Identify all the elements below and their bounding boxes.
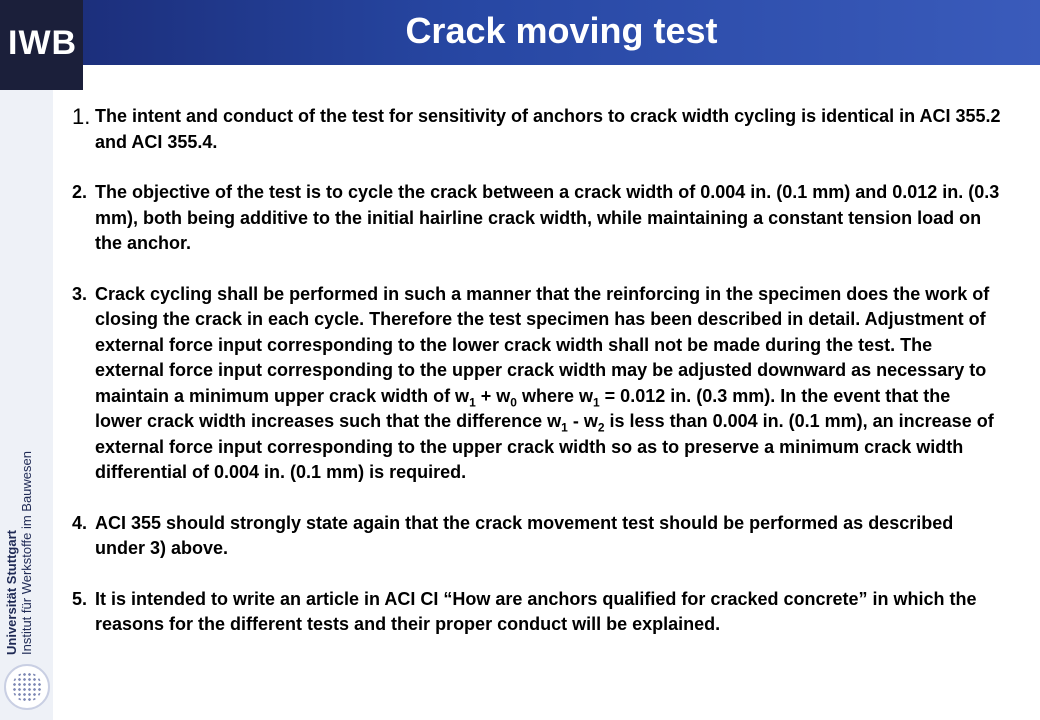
item-text — [95, 282, 1002, 486]
item-text: It is intended to write an article in ACI CI “How are anchors qualified for cracked concrete” in which the reasons for the different tests and their proper conduct will be explained. — [95, 588, 977, 634]
item-number: 3. — [72, 283, 88, 304]
item-number: 5. — [72, 588, 88, 609]
university-seal-icon — [4, 664, 50, 710]
item-number: 4. — [72, 512, 88, 533]
text-segment: + w — [475, 385, 511, 406]
slide-title: Crack moving test — [405, 10, 718, 51]
text-segment: where w — [516, 385, 593, 406]
item-text: The objective of the test is to cycle the crack between a crack width of 0.004 in. (0.1 mm) and 0.012 in. (0.3 mm), both being additive to the initial hairline crack width, while maintaining a constant tension load on the anchor. — [95, 182, 1000, 253]
item-text: The intent and conduct of the test for sensitivity of anchors to crack width cycling is identical in ACI 355.2 and ACI 355.4. — [95, 106, 1001, 152]
text-segment: - w — [567, 411, 598, 431]
item-number: 2. — [72, 182, 88, 202]
item-text: ACI 355 should strongly state again that the crack movement test should be performed as described under 3) above. — [95, 512, 954, 558]
text-segment: is less than 0.004 in. (0.1 mm), an increase of external force input corresponding to the upper crack width so as to preserve a minimum crack width differential of 0.004 in. (0.1 mm) is required. — [95, 411, 994, 482]
list-item — [72, 104, 1002, 155]
title-bar — [83, 0, 1040, 65]
university-name: Universität Stuttgart — [4, 530, 19, 655]
subscript: 1 — [561, 420, 568, 435]
institute-name: Institut für Werkstoffe im Bauwesen — [19, 451, 34, 655]
slide-content — [72, 104, 1002, 663]
institution-label — [4, 355, 34, 655]
iwb-logo: IWB — [8, 24, 78, 62]
subscript: 1 — [469, 395, 476, 410]
seal-pattern — [12, 672, 42, 702]
item-number: 1. — [72, 104, 91, 129]
text-segment: Crack cycling shall be performed in such a manner that the reinforcing in the specimen does the work of closing the crack in each cycle. Therefore the test specimen has been described in detail. Adjustment of external force input corresponding to the lower crack width shall not be made during the test. The external force input corresponding to the upper crack width may be adjusted downward as necessary to maintain a minimum upper crack width of w — [95, 283, 990, 406]
list-item — [72, 282, 1002, 486]
list-item — [72, 180, 1002, 257]
subscript: 2 — [597, 420, 605, 435]
list-item — [72, 511, 1002, 562]
list-item — [72, 587, 1002, 638]
text-segment: = 0.012 in. (0.3 mm). In the event that the lower crack width increases such that the difference w — [95, 385, 951, 431]
subscript: 0 — [510, 395, 517, 410]
subscript: 1 — [592, 395, 600, 410]
logo-block — [0, 0, 83, 90]
